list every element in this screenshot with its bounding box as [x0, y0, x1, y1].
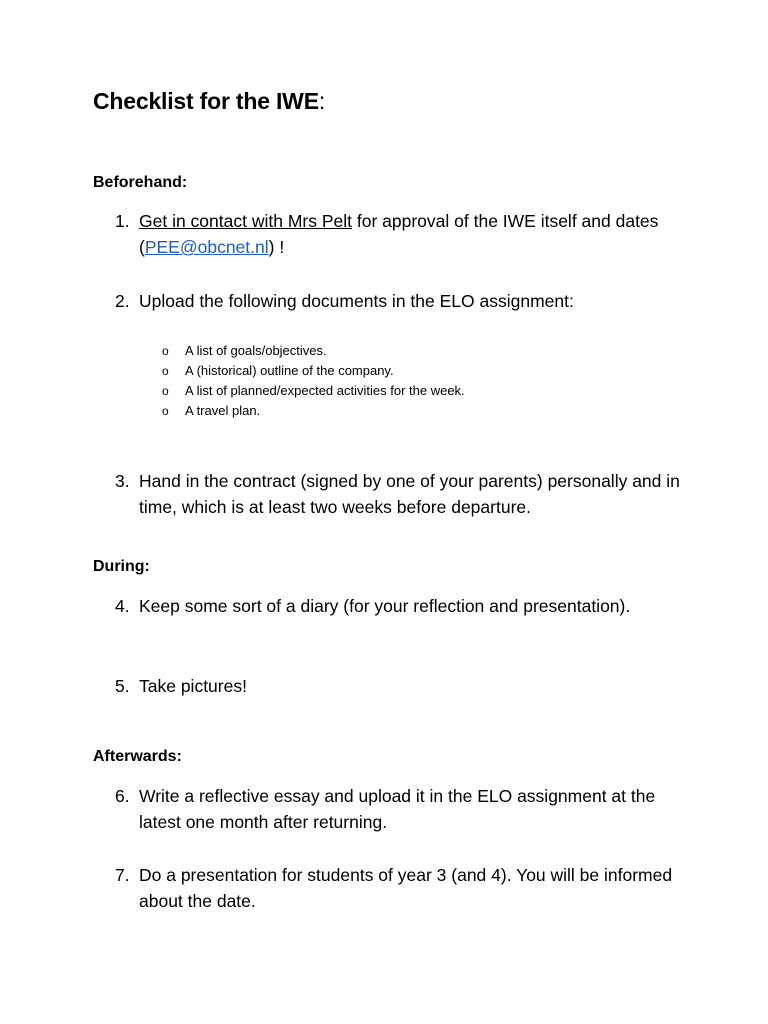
title-text: Checklist for the IWE: [93, 88, 319, 114]
checklist-item-5: [112, 673, 692, 699]
item-text-end: ) !: [268, 237, 285, 257]
item-number: 3.: [115, 471, 130, 491]
list-item: o A travel plan.: [160, 401, 465, 421]
documents-sublist: [160, 341, 465, 421]
checklist-item-6: [112, 783, 692, 835]
checklist-item-1: [112, 208, 692, 260]
checklist-item-7: [112, 862, 692, 914]
list-item: o A (historical) outline of the company.: [160, 361, 465, 381]
item-text: Do a presentation for students of year 3 (and 4). You will be informed about the date.: [139, 865, 673, 911]
item-text: Keep some sort of a diary (for your reflection and presentation).: [139, 596, 631, 616]
item-number: 6.: [115, 786, 130, 806]
contact-mrs-pelt-link[interactable]: Get in contact with Mrs Pelt: [139, 211, 352, 231]
item-number: 2.: [115, 291, 130, 311]
item-number: 5.: [115, 676, 130, 696]
section-heading-during: During:: [93, 558, 150, 575]
item-text: Upload the following documents in the ELO assignment:: [139, 291, 574, 311]
checklist-item-3: [112, 468, 692, 520]
circle-bullet-icon: o: [162, 344, 169, 358]
item-text: Take pictures!: [139, 676, 247, 696]
circle-bullet-icon: o: [162, 404, 169, 418]
page-title: [93, 88, 325, 115]
item-number: 4.: [115, 596, 130, 616]
item-text-part: for approval of the IWE itself and dates (: [139, 211, 659, 257]
list-item: o A list of goals/objectives.: [160, 341, 465, 361]
section-heading-beforehand: Beforehand:: [93, 174, 188, 191]
checklist-item-4: [112, 593, 692, 619]
circle-bullet-icon: o: [162, 364, 169, 378]
item-number: 1.: [115, 211, 130, 231]
circle-bullet-icon: o: [162, 384, 169, 398]
item-text: [139, 208, 692, 260]
item-text: Write a reflective essay and upload it in the ELO assignment at the latest one month after returning.: [139, 786, 656, 832]
section-heading-afterwards: Afterwards:: [93, 748, 182, 765]
list-item: o A list of planned/expected activities for the week.: [160, 381, 465, 401]
item-text: Hand in the contract (signed by one of your parents) personally and in time, which is at least two weeks before departure.: [139, 471, 680, 517]
checklist-item-2: [112, 288, 692, 314]
title-colon: :: [318, 88, 326, 114]
item-number: 7.: [115, 865, 130, 885]
email-link[interactable]: PEE@obcnet.nl: [144, 237, 269, 257]
